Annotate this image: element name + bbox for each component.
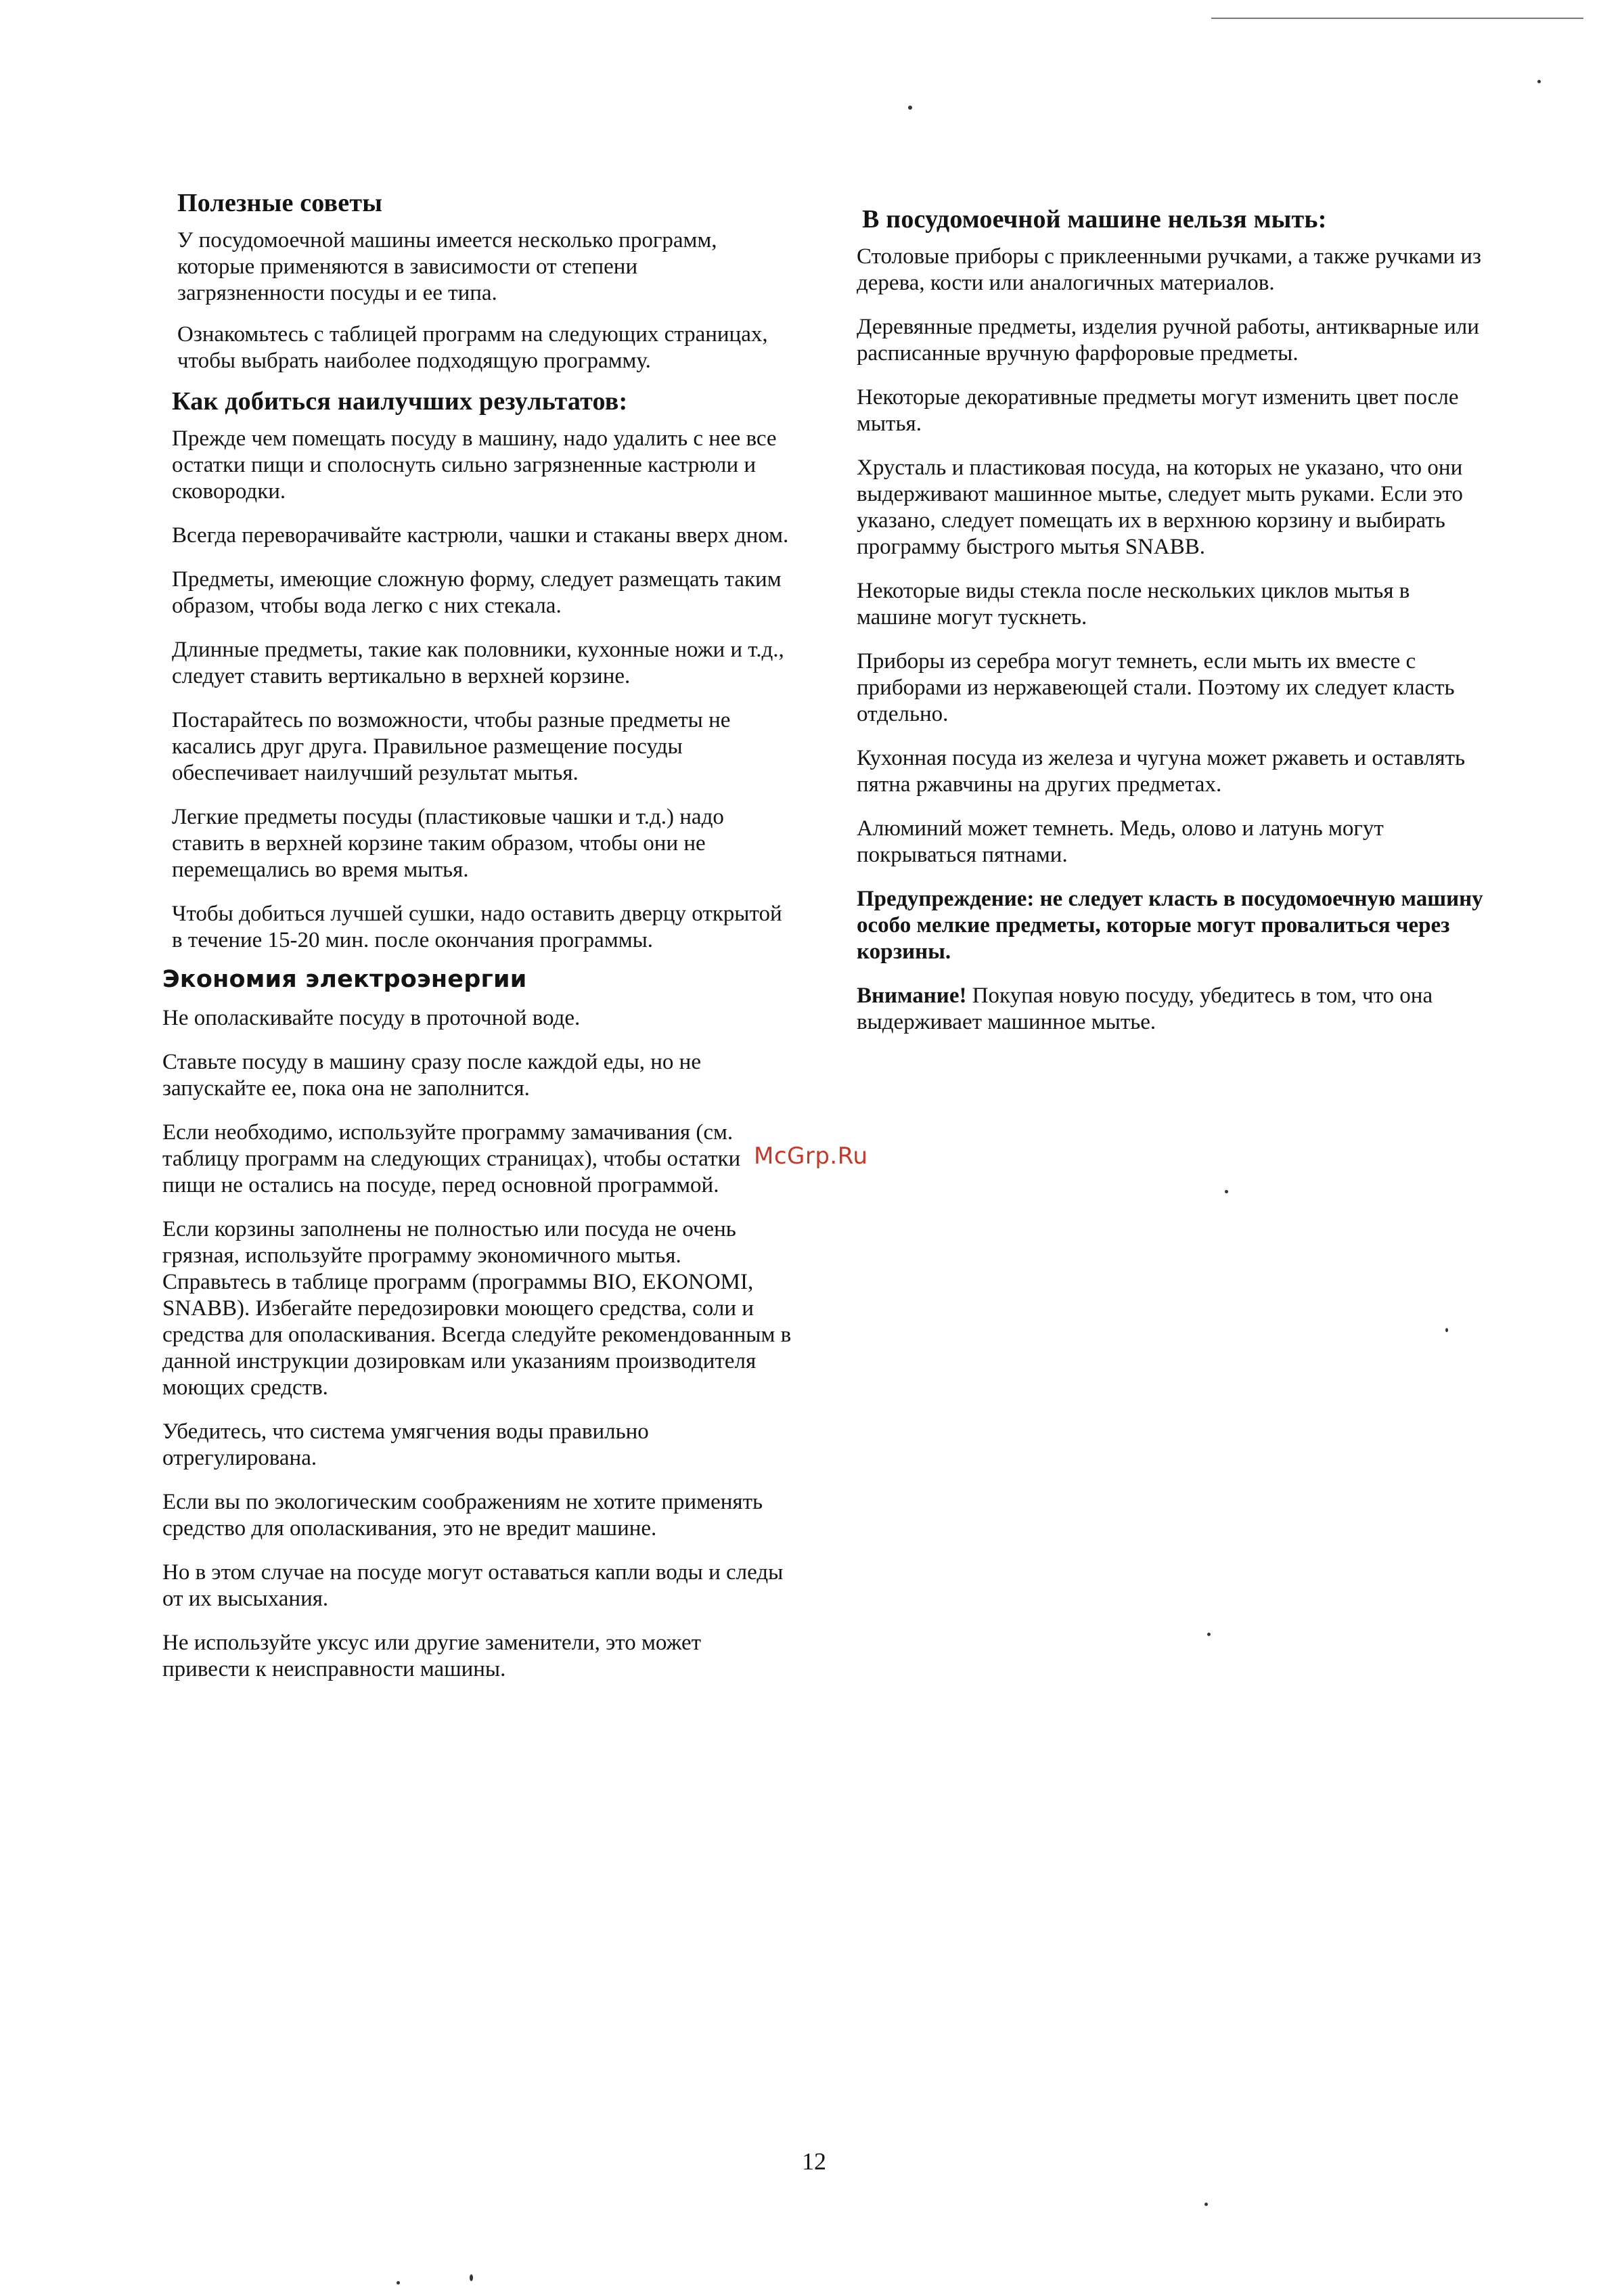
paragraph: Прежде чем помещать посуду в машину, надо удалить с нее все остатки пищи и сполоснуть сильно загрязненные кастрюли и сковородки. [172,426,777,504]
paragraph: Ознакомьтесь с таблицей программ на следующих страницах, чтобы выбрать наиболее подходящую программу. [177,322,768,373]
paragraph: Приборы из серебра могут темнеть, если мыть их вместе с приборами из нержавеющей стали. Поэтому их следует класть отдельно. [857,649,1455,726]
page-number: 12 [802,2148,826,2175]
section-heading-energy: Экономия электроэнергии [162,966,527,993]
top-rule [1211,18,1583,19]
attention-text: Покупая новую посуду, убедитесь в том, что она выдерживает машинное мытье. [857,984,1433,1034]
scan-speck [908,106,912,110]
section-heading-tips: Полезные советы [177,189,383,217]
section-heading-not-washable: В посудомоечной машине нельзя мыть: [862,205,1327,234]
paragraph: Если вы по экологическим соображениям не хотите применять средство для ополаскивания, это не вредит машине. [162,1490,763,1541]
paragraph: Алюминий может темнеть. Медь, олово и латунь могут покрываться пятнами. [857,816,1384,867]
paragraph: Постарайтесь по возможности, чтобы разные предметы не касались друг друга. Правильное размещение посуды обеспечивает наилучший результат мытья. [172,708,731,785]
watermark: McGrp.Ru [754,1143,868,1170]
paragraph: Кухонная посуда из железа и чугуна может ржаветь и оставлять пятна ржавчины на других предметах. [857,746,1466,797]
paragraph: Убедитесь, что система умягчения воды правильно отрегулирована. [162,1419,649,1470]
paragraph: Хрусталь и пластиковая посуда, на которых не указано, что они выдерживают машинное мытье, следует мыть руками. Если это указано, следует помещать их в верхнюю корзину и выбирать программу быстрого мытья SNABB. [857,456,1463,559]
paragraph: Всегда переворачивайте кастрюли, чашки и стаканы вверх дном. [172,523,789,548]
paragraph: Если необходимо, используйте программу замачивания (см. таблицу программ на следующих страницах), чтобы остатки пищи не остались на посуде, перед основной программой. [162,1120,741,1197]
paragraph: Но в этом случае на посуде могут оставаться капли воды и следы от их высыхания. [162,1560,784,1611]
paragraph: Длинные предметы, такие как половники, кухонные ножи и т.д., следует ставить вертикально в верхней корзине. [172,638,784,688]
paragraph: Некоторые декоративные предметы могут изменить цвет после мытья. [857,385,1459,436]
paragraph: Не ополаскивайте посуду в проточной воде. [162,1006,581,1030]
scan-speck [1204,2203,1208,2206]
section-heading-best-results: Как добиться наилучших результатов: [172,387,628,416]
paragraph: Столовые приборы с приклеенными ручками, а также ручками из дерева, кости или аналогичных материалов. [857,244,1481,295]
paragraph: Легкие предметы посуды (пластиковые чашки и т.д.) надо ставить в верхней корзине таким образом, чтобы они не перемещались во время мытья. [172,805,724,882]
scan-speck [1207,1633,1211,1636]
scan-speck [1537,80,1541,83]
scan-speck [470,2274,473,2281]
paragraph: Предметы, имеющие сложную форму, следует размещать таким образом, чтобы вода легко с них стекала. [172,567,782,618]
warning-paragraph: Предупреждение: не следует класть в посудомоечную машину особо мелкие предметы, которые могут провалиться через корзины. [857,887,1483,964]
left-column [160,188,803,1683]
paragraph: Если корзины заполнены не полностью или посуда не очень грязная, используйте программу экономичного мытья. Справьтесь в таблице программ (программы BIO, EKONOMI, SNABB). Избегайте передозировки моющего средства, соли и средства для ополаскивания. Всегда следуйте рекомендованным в данной инструкции дозировкам или указаниям производителя моющих средств. [162,1217,792,1400]
paragraph: Деревянные предметы, изделия ручной работы, антикварные или расписанные вручную фарфоровые предметы. [857,315,1479,366]
paragraph: Чтобы добиться лучшей сушки, надо оставить дверцу открытой в течение 15-20 мин. после окончания программы. [172,902,782,952]
paragraph: Некоторые виды стекла после нескольких циклов мытья в машине могут тускнеть. [857,579,1410,630]
scan-speck [397,2281,400,2284]
paragraph: У посудомоечной машины имеется несколько программ, которые применяются в зависимости от степени загрязненности посуды и ее типа. [177,228,717,305]
paragraph: Ставьте посуду в машину сразу после каждой еды, но не запускайте ее, пока она не заполнится. [162,1050,701,1101]
right-column [851,204,1494,1036]
attention-label: Внимание! [857,984,967,1008]
scan-speck [1225,1190,1228,1193]
scan-speck [1445,1328,1448,1332]
attention-paragraph [857,983,1489,1036]
paragraph: Не используйте уксус или другие заменители, это может привести к неисправности машины. [162,1631,702,1681]
